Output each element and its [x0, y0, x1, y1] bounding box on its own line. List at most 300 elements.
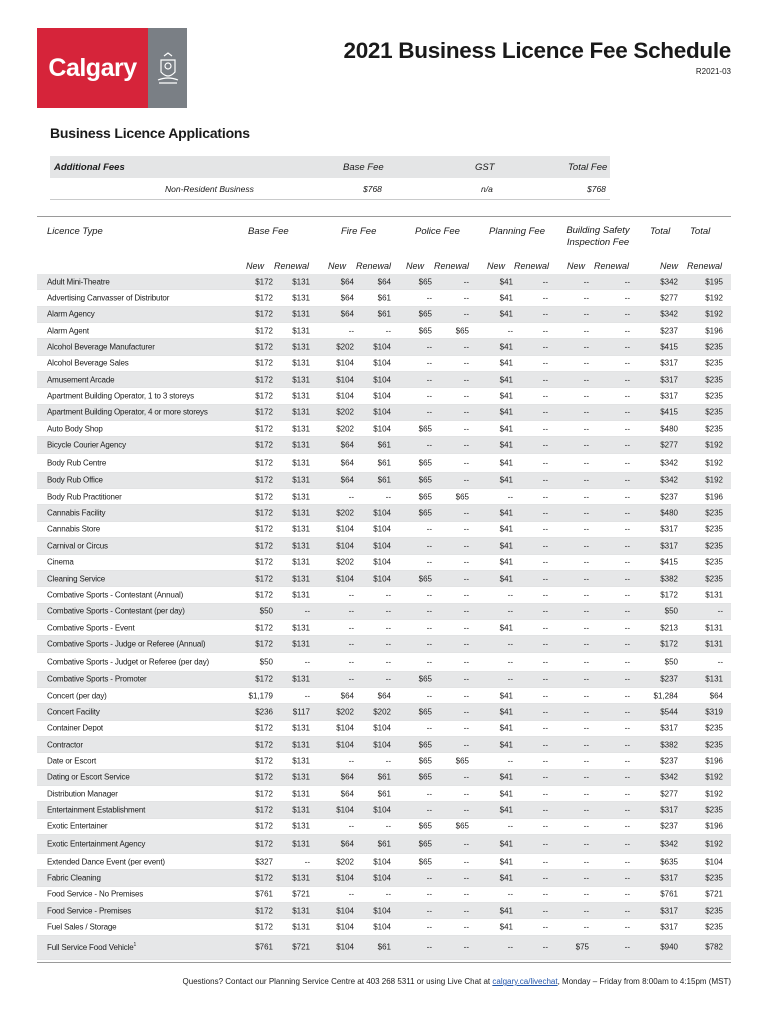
cell-total-renewal: $235	[705, 740, 723, 750]
table-row	[37, 653, 731, 672]
cell-base-new: $761	[255, 889, 273, 899]
sub-fire-renewal: Renewal	[356, 261, 392, 271]
cell-planning-new: --	[507, 492, 513, 502]
cell-total-new: $317	[660, 873, 678, 883]
cell-total-new: $415	[660, 557, 678, 567]
sub-planning-renewal: Renewal	[514, 261, 550, 271]
cell-fire-renewal: --	[385, 623, 391, 633]
cell-base-renewal: $131	[292, 590, 310, 600]
licence-type-cell: Fabric Cleaning	[47, 873, 101, 883]
licence-type-cell: Cleaning Service	[47, 574, 106, 584]
cell-total-new: $237	[660, 756, 678, 766]
cell-police-new: $65	[418, 740, 432, 750]
cell-base-new: $172	[255, 326, 273, 336]
licence-type-cell: Cannabis Facility	[47, 508, 106, 518]
table-row	[37, 421, 731, 437]
cell-total-renewal: $195	[705, 277, 723, 287]
licence-type-cell: Date or Escort	[47, 756, 97, 766]
additional-fee-name: Non-Resident Business	[165, 184, 254, 194]
cell-bsi-renewal: --	[624, 723, 630, 733]
cell-police-new: --	[426, 342, 432, 352]
cell-fire-new: $104	[336, 391, 354, 401]
cell-total-renewal: $64	[709, 691, 723, 701]
cell-planning-renewal: --	[542, 821, 548, 831]
cell-police-new: $65	[418, 821, 432, 831]
cell-fire-renewal: $61	[377, 839, 391, 849]
cell-planning-new: $41	[499, 508, 513, 518]
live-chat-link[interactable]: calgary.ca/livechat	[492, 977, 558, 986]
cell-bsi-renewal: --	[624, 475, 630, 485]
cell-police-renewal: --	[463, 342, 469, 352]
table-row	[37, 721, 731, 737]
cell-police-renewal: --	[463, 906, 469, 916]
cell-planning-new: --	[507, 756, 513, 766]
cell-police-renewal: --	[463, 857, 469, 867]
cell-fire-new: $64	[340, 440, 354, 450]
cell-planning-renewal: --	[542, 623, 548, 633]
cell-base-renewal: $131	[292, 293, 310, 303]
cell-total-renewal: $235	[705, 342, 723, 352]
cell-police-renewal: --	[463, 440, 469, 450]
cell-total-renewal: $131	[705, 590, 723, 600]
cell-fire-new: --	[348, 889, 354, 899]
cell-base-new: $172	[255, 424, 273, 434]
cell-total-new: $342	[660, 839, 678, 849]
licence-type-cell: Combative Sports - Contestant (Annual)	[47, 590, 184, 600]
cell-planning-new: --	[507, 639, 513, 649]
additional-fee-gst: n/a	[481, 184, 493, 194]
cell-police-new: $65	[418, 309, 432, 319]
table-row	[37, 274, 731, 290]
cell-base-renewal: --	[304, 606, 310, 616]
table-row	[37, 473, 731, 489]
cell-police-renewal: $65	[455, 326, 469, 336]
licence-type-cell: Concert Facility	[47, 707, 100, 717]
cell-total-renewal: $235	[705, 805, 723, 815]
cell-base-renewal: $131	[292, 391, 310, 401]
cell-bsi-renewal: --	[624, 541, 630, 551]
cell-police-new: --	[426, 789, 432, 799]
cell-total-new: $213	[660, 623, 678, 633]
licence-type-cell: Bicycle Courier Agency	[47, 440, 126, 450]
cell-fire-new: $202	[336, 557, 354, 567]
table-row	[37, 454, 731, 473]
cell-bsi-renewal: --	[624, 557, 630, 567]
cell-police-renewal: --	[463, 873, 469, 883]
fee-table-header	[37, 216, 731, 274]
cell-fire-renewal: --	[385, 756, 391, 766]
cell-planning-renewal: --	[542, 857, 548, 867]
cell-base-renewal: $131	[292, 922, 310, 932]
table-row	[37, 522, 731, 538]
licence-type-cell: Body Rub Practitioner	[47, 492, 122, 502]
cell-police-new: --	[426, 922, 432, 932]
cell-total-new: $317	[660, 358, 678, 368]
cell-total-renewal: $235	[705, 723, 723, 733]
cell-planning-new: $41	[499, 407, 513, 417]
sub-bsi-renewal: Renewal	[594, 261, 630, 271]
cell-fire-new: $104	[336, 922, 354, 932]
cell-base-new: $172	[255, 407, 273, 417]
cell-fire-new: $104	[336, 541, 354, 551]
header-building-safety-line2: Inspection Fee	[566, 237, 630, 248]
cell-police-renewal: --	[463, 942, 469, 952]
cell-police-new: $65	[418, 424, 432, 434]
cell-bsi-renewal: --	[624, 821, 630, 831]
cell-police-new: --	[426, 873, 432, 883]
cell-base-renewal: $131	[292, 407, 310, 417]
cell-police-new: $65	[418, 326, 432, 336]
header-total-new: Total	[650, 226, 671, 237]
cell-police-new: --	[426, 358, 432, 368]
licence-type-cell: Food Service - No Premises	[47, 889, 144, 899]
cell-fire-renewal: --	[385, 639, 391, 649]
licence-type-cell: Food Service - Premises	[47, 906, 132, 916]
cell-planning-new: $41	[499, 789, 513, 799]
cell-police-renewal: --	[463, 309, 469, 319]
cell-fire-new: $202	[336, 424, 354, 434]
cell-total-renewal: $196	[705, 821, 723, 831]
cell-total-new: $317	[660, 906, 678, 916]
licence-type-cell: Entertainment Establishment	[47, 805, 146, 815]
cell-base-new: $172	[255, 458, 273, 468]
cell-bsi-new: --	[583, 375, 589, 385]
cell-police-new: --	[426, 293, 432, 303]
cell-police-new: $65	[418, 857, 432, 867]
table-row	[37, 339, 731, 355]
table-row	[37, 505, 731, 521]
cell-bsi-new: --	[583, 889, 589, 899]
cell-fire-renewal: $61	[377, 458, 391, 468]
cell-base-renewal: --	[304, 657, 310, 667]
licence-type-cell: Contractor	[47, 740, 83, 750]
table-row	[37, 887, 731, 903]
section-title: Business Licence Applications	[50, 125, 250, 141]
cell-fire-new: --	[348, 756, 354, 766]
cell-planning-new: --	[507, 590, 513, 600]
cell-base-new: $172	[255, 623, 273, 633]
cell-planning-new: $41	[499, 277, 513, 287]
cell-total-renewal: $235	[705, 922, 723, 932]
cell-planning-renewal: --	[542, 942, 548, 952]
header-total-renewal: Total	[690, 226, 711, 237]
cell-bsi-renewal: --	[624, 906, 630, 916]
sub-total-renewal: Renewal	[687, 261, 723, 271]
city-crest-icon	[155, 50, 181, 86]
cell-planning-renewal: --	[542, 606, 548, 616]
cell-base-new: $172	[255, 375, 273, 385]
cell-planning-new: $41	[499, 391, 513, 401]
cell-base-new: $50	[259, 657, 273, 667]
additional-fee-total: $768	[587, 184, 606, 194]
header-planning-fee: Planning Fee	[489, 226, 545, 237]
table-row	[37, 620, 731, 636]
cell-base-new: $172	[255, 440, 273, 450]
cell-fire-new: $64	[340, 772, 354, 782]
table-row	[37, 854, 731, 870]
cell-planning-renewal: --	[542, 508, 548, 518]
cell-bsi-new: --	[583, 342, 589, 352]
cell-planning-new: $41	[499, 342, 513, 352]
cell-bsi-renewal: --	[624, 458, 630, 468]
cell-bsi-new: --	[583, 508, 589, 518]
cell-base-renewal: $131	[292, 723, 310, 733]
cell-bsi-renewal: --	[624, 590, 630, 600]
licence-type-cell: Alarm Agency	[47, 309, 95, 319]
cell-police-new: --	[426, 590, 432, 600]
cell-bsi-renewal: --	[624, 942, 630, 952]
cell-planning-renewal: --	[542, 391, 548, 401]
cell-planning-new: $41	[499, 309, 513, 319]
cell-police-renewal: --	[463, 458, 469, 468]
cell-planning-renewal: --	[542, 475, 548, 485]
cell-planning-new: $41	[499, 906, 513, 916]
licence-type-cell: Dating or Escort Service	[47, 772, 130, 782]
cell-fire-new: $104	[336, 723, 354, 733]
cell-planning-renewal: --	[542, 873, 548, 883]
cell-police-renewal: --	[463, 639, 469, 649]
table-row	[37, 636, 731, 652]
cell-total-renewal: $192	[705, 789, 723, 799]
additional-fees-label: Additional Fees	[54, 162, 125, 173]
table-row	[37, 290, 731, 306]
cell-total-renewal: $192	[705, 293, 723, 303]
cell-bsi-new: --	[583, 922, 589, 932]
table-bottom-rule	[37, 962, 731, 963]
cell-bsi-renewal: --	[624, 407, 630, 417]
cell-bsi-renewal: --	[624, 639, 630, 649]
cell-bsi-new: --	[583, 277, 589, 287]
cell-base-renewal: $131	[292, 821, 310, 831]
cell-police-renewal: --	[463, 740, 469, 750]
cell-base-renewal: $131	[292, 475, 310, 485]
cell-bsi-renewal: --	[624, 309, 630, 319]
licence-type-cell: Exotic Entertainment Agency	[47, 839, 146, 849]
cell-total-new: $317	[660, 805, 678, 815]
additional-fees-row	[50, 178, 610, 200]
cell-bsi-renewal: --	[624, 707, 630, 717]
logo-text: Calgary	[48, 53, 137, 82]
table-row	[37, 870, 731, 886]
cell-planning-new: --	[507, 606, 513, 616]
cell-police-renewal: --	[463, 407, 469, 417]
cell-base-renewal: $131	[292, 623, 310, 633]
header-licence-type: Licence Type	[47, 226, 103, 237]
cell-bsi-renewal: --	[624, 657, 630, 667]
cell-base-renewal: $131	[292, 674, 310, 684]
cell-police-new: --	[426, 524, 432, 534]
cell-bsi-new: --	[583, 326, 589, 336]
cell-police-new: --	[426, 639, 432, 649]
cell-fire-new: $202	[336, 342, 354, 352]
cell-base-renewal: $131	[292, 873, 310, 883]
cell-bsi-renewal: --	[624, 772, 630, 782]
licence-type-cell: Adult Mini-Theatre	[47, 277, 110, 287]
cell-total-renewal: $235	[705, 524, 723, 534]
cell-bsi-renewal: --	[624, 424, 630, 434]
cell-fire-new: $64	[340, 309, 354, 319]
cell-fire-new: $64	[340, 691, 354, 701]
cell-fire-renewal: $61	[377, 475, 391, 485]
cell-base-new: $172	[255, 723, 273, 733]
cell-base-renewal: $131	[292, 458, 310, 468]
cell-bsi-renewal: --	[624, 492, 630, 502]
licence-type-cell: Exotic Entertainer	[47, 821, 108, 831]
licence-type-cell: Advertising Canvasser of Distributor	[47, 293, 170, 303]
sub-bsi-new: New	[567, 261, 586, 271]
cell-police-renewal: --	[463, 590, 469, 600]
table-row	[37, 388, 731, 404]
cell-total-new: $237	[660, 492, 678, 502]
cell-planning-renewal: --	[542, 839, 548, 849]
cell-total-new: $317	[660, 524, 678, 534]
cell-planning-new: --	[507, 674, 513, 684]
cell-fire-new: $104	[336, 524, 354, 534]
cell-base-renewal: $131	[292, 309, 310, 319]
cell-base-new: $50	[259, 606, 273, 616]
cell-fire-renewal: --	[385, 889, 391, 899]
cell-fire-renewal: $104	[373, 375, 391, 385]
cell-planning-renewal: --	[542, 789, 548, 799]
cell-fire-new: $104	[336, 873, 354, 883]
cell-planning-renewal: --	[542, 293, 548, 303]
cell-police-renewal: --	[463, 922, 469, 932]
cell-police-new: $65	[418, 508, 432, 518]
cell-total-renewal: $235	[705, 906, 723, 916]
cell-bsi-new: --	[583, 407, 589, 417]
cell-total-renewal: $192	[705, 772, 723, 782]
cell-fire-renewal: $202	[373, 707, 391, 717]
cell-total-renewal: $319	[705, 707, 723, 717]
table-row	[37, 802, 731, 818]
additional-fees-header	[50, 156, 610, 178]
cell-police-new: --	[426, 541, 432, 551]
cell-fire-new: --	[348, 657, 354, 667]
cell-planning-renewal: --	[542, 756, 548, 766]
cell-total-renewal: $131	[705, 623, 723, 633]
cell-total-new: $317	[660, 541, 678, 551]
cell-planning-new: $41	[499, 440, 513, 450]
cell-total-renewal: $235	[705, 557, 723, 567]
cell-total-new: $50	[664, 657, 678, 667]
cell-total-new: $342	[660, 475, 678, 485]
cell-base-new: $172	[255, 293, 273, 303]
cell-bsi-renewal: --	[624, 342, 630, 352]
cell-planning-new: $41	[499, 873, 513, 883]
cell-fire-new: $64	[340, 789, 354, 799]
cell-police-renewal: --	[463, 358, 469, 368]
cell-fire-renewal: $61	[377, 293, 391, 303]
cell-bsi-renewal: --	[624, 857, 630, 867]
cell-fire-new: $64	[340, 293, 354, 303]
cell-fire-new: --	[348, 639, 354, 649]
cell-planning-renewal: --	[542, 424, 548, 434]
cell-total-new: $342	[660, 458, 678, 468]
cell-planning-renewal: --	[542, 407, 548, 417]
licence-type-cell: Auto Body Shop	[47, 424, 103, 434]
cell-fire-renewal: $104	[373, 805, 391, 815]
cell-fire-new: $104	[336, 375, 354, 385]
table-row	[37, 919, 731, 935]
sub-planning-new: New	[487, 261, 506, 271]
cell-police-new: $65	[418, 492, 432, 502]
cell-fire-renewal: $104	[373, 922, 391, 932]
cell-police-renewal: --	[463, 623, 469, 633]
cell-bsi-new: --	[583, 606, 589, 616]
cell-police-new: --	[426, 606, 432, 616]
cell-bsi-renewal: --	[624, 391, 630, 401]
cell-fire-renewal: $61	[377, 309, 391, 319]
cell-bsi-renewal: --	[624, 691, 630, 701]
cell-planning-renewal: --	[542, 524, 548, 534]
cell-bsi-new: --	[583, 524, 589, 534]
cell-police-renewal: --	[463, 691, 469, 701]
cell-fire-new: $104	[336, 358, 354, 368]
cell-total-new: $317	[660, 391, 678, 401]
cell-base-renewal: $131	[292, 326, 310, 336]
sub-fire-new: New	[328, 261, 347, 271]
cell-base-new: $172	[255, 277, 273, 287]
cell-total-renewal: $131	[705, 639, 723, 649]
cell-planning-renewal: --	[542, 740, 548, 750]
cell-planning-new: $41	[499, 707, 513, 717]
cell-police-new: $65	[418, 458, 432, 468]
licence-type-cell: Full Service Food Vehicle$^1$	[47, 942, 137, 953]
cell-fire-renewal: --	[385, 326, 391, 336]
header-building-safety-line1: Building Safety	[566, 225, 630, 236]
cell-fire-new: --	[348, 623, 354, 633]
cell-planning-new: $41	[499, 623, 513, 633]
table-row	[37, 688, 731, 704]
sub-base-new: New	[246, 261, 265, 271]
cell-base-new: $172	[255, 492, 273, 502]
cell-police-new: --	[426, 623, 432, 633]
cell-base-renewal: $131	[292, 492, 310, 502]
cell-total-new: $342	[660, 277, 678, 287]
cell-police-renewal: --	[463, 277, 469, 287]
cell-fire-renewal: $104	[373, 873, 391, 883]
cell-total-renewal: $192	[705, 839, 723, 849]
cell-fire-new: $104	[336, 942, 354, 952]
cell-bsi-new: --	[583, 756, 589, 766]
table-row	[37, 555, 731, 571]
cell-total-new: $317	[660, 723, 678, 733]
table-row	[37, 753, 731, 769]
cell-police-new: --	[426, 906, 432, 916]
cell-planning-renewal: --	[542, 557, 548, 567]
cell-fire-new: --	[348, 492, 354, 502]
licence-type-cell: Apartment Building Operator, 4 or more storeys	[47, 407, 208, 417]
cell-base-new: $172	[255, 805, 273, 815]
cell-fire-new: --	[348, 326, 354, 336]
cell-base-renewal: $131	[292, 639, 310, 649]
cell-bsi-renewal: --	[624, 756, 630, 766]
logo-crest-panel	[148, 28, 187, 108]
cell-bsi-renewal: --	[624, 326, 630, 336]
cell-total-renewal: $721	[705, 889, 723, 899]
cell-fire-new: $64	[340, 458, 354, 468]
additional-base-fee-label: Base Fee	[343, 162, 384, 173]
cell-base-renewal: $131	[292, 440, 310, 450]
cell-police-new: $65	[418, 475, 432, 485]
cell-planning-renewal: --	[542, 639, 548, 649]
licence-type-cell: Body Rub Centre	[47, 458, 107, 468]
cell-planning-renewal: --	[542, 574, 548, 584]
cell-bsi-new: --	[583, 293, 589, 303]
cell-total-new: $237	[660, 326, 678, 336]
cell-fire-renewal: $104	[373, 358, 391, 368]
cell-base-new: $172	[255, 906, 273, 916]
